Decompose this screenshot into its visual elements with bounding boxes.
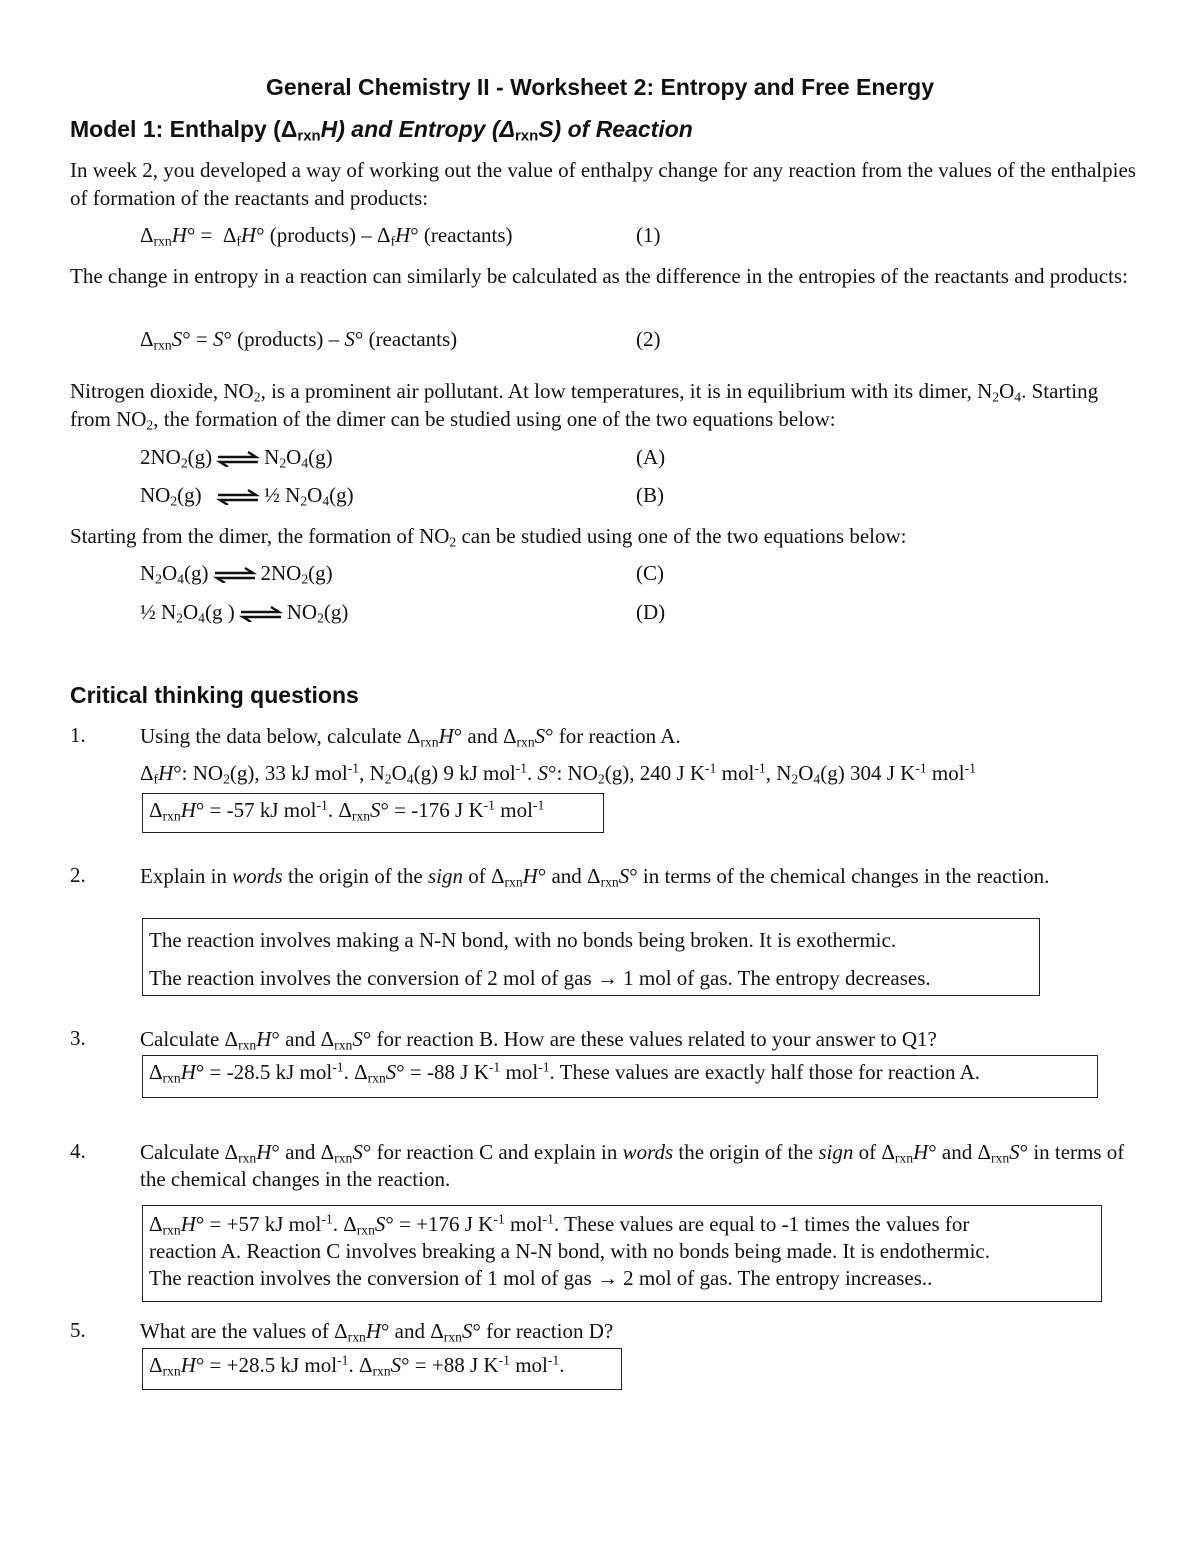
right-arrow-icon: → [596,1266,618,1290]
reaction-c-label: (C) [636,561,664,585]
answer-box-4 [142,1205,1102,1302]
answer-2-line-2: The reaction involves the conversion of 2 mol of gas → 1 mol of gas. The entropy decreases. [149,966,931,990]
reaction-d: ½ $N_2O_4(g$ ) $NO_2(g)$ [140,600,349,626]
answer-box-2 [142,918,1040,996]
question-1-text: Using the data below, calculate $\Delta_{rxn}H^\circ$ and $\Delta_{rxn}S^\circ$ for reaction A. [140,724,681,750]
answer-4-line-2: reaction A. Reaction C involves breaking a N-N bond, with no bonds being made. It is endothermic. [149,1239,990,1263]
equilibrium-arrow-icon [216,489,260,505]
reaction-c: $N_2O_4(g)$ $2NO_2(g)$ [140,561,333,587]
intro-paragraph-4: Starting from the dimer, the formation of $NO_2$ can be studied using one of the two equations below: [70,524,907,550]
answer-box-1: $\Delta_{rxn}H^\circ = -57$ kJ mol$^{-1}$. $\Delta_{rxn}S^\circ = -176$ J $K^{-1}$ mol$^{-1}$ [142,793,604,833]
reaction-b: $NO_2(g)$ ½ $N_2O_4(g)$ [140,483,354,509]
question-2-text: Explain in words the origin of the sign of $\Delta_{rxn}H^\circ$ and $\Delta_{rxn}S^\circ$ in terms of the chemical changes in the reaction. [140,864,1050,890]
question-3-number: 3. [70,1026,86,1050]
reaction-b-label: (B) [636,483,664,507]
equation-2-number: (2) [636,327,661,351]
question-1-number: 1. [70,723,86,747]
answer-4-line-3: The reaction involves the conversion of 1 mol of gas → 2 mol of gas. The entropy increases.. [149,1266,933,1290]
critical-thinking-heading: Critical thinking questions [70,682,359,708]
question-1-data: $\Delta_fH^\circ$: $NO_2(g)$, 33 kJ mol$^{-1}$, $N_2O_4(g)$ 9 kJ mol$^{-1}$. S°: $NO_2(g)$, 240 J $K^{-1}$ mol$^{-1}$, $N_2O_4(g)$ 304 J $K^{-1}$ mol$^{-1}$ [140,760,976,787]
equilibrium-arrow-icon [239,606,283,622]
right-arrow-icon: → [596,966,618,990]
question-3-text: Calculate $\Delta_{rxn}H^\circ$ and $\Delta_{rxn}S^\circ$ for reaction B. How are these values related to your answer to Q1? [140,1027,937,1053]
question-4-number: 4. [70,1139,86,1163]
question-4-text: Calculate $\Delta_{rxn}H^\circ$ and $\Delta_{rxn}S^\circ$ for reaction C and explain in words the origin of the sign of $\Delta_{rxn}H^\circ$ and $\Delta_{rxn}S^\circ$ in terms of the chemical changes in the reaction. [140,1140,1125,1191]
answer-2-line-1: The reaction involves making a N-N bond, with no bonds being broken. It is exothermic. [149,928,897,952]
answer-box-5: $\Delta_{rxn}H^\circ = +28.5$ kJ mol$^{-1}$. $\Delta_{rxn}S^\circ = +88$ J $K^{-1}$ mol$^{-1}$. [142,1348,622,1390]
intro-paragraph-2: The change in entropy in a reaction can similarly be calculated as the difference in the entropies of the reactants and products: [70,264,1128,288]
equilibrium-arrow-icon [216,451,260,467]
reaction-a-label: (A) [636,445,666,469]
equilibrium-arrow-icon [213,567,257,583]
equation-2: $\Delta_{rxn}S^\circ = S^\circ$ (products) – S° (reactants) [140,327,458,353]
intro-paragraph-1: In week 2, you developed a way of working out the value of enthalpy change for any reaction from the values of the enthalpies of formation of the reactants and products: [70,158,1136,210]
equation-1-number: (1) [636,223,661,247]
intro-paragraph-3: Nitrogen dioxide, $NO_2$, is a prominent air pollutant. At low temperatures, it is in equilibrium with its dimer, $N_2O_4$. Starting from $NO_2$, the formation of the dimer can be studied using one of the two equations below: [70,379,1099,433]
reaction-a: $2NO_2(g)$ $N_2O_4(g)$ [140,445,333,471]
question-5-number: 5. [70,1318,86,1342]
question-2-number: 2. [70,863,86,887]
reaction-d-label: (D) [636,600,666,624]
answer-4-line-1: $\Delta_{rxn}H^\circ = +57$ kJ mol$^{-1}$. $\Delta_{rxn}S^\circ = +176$ J $K^{-1}$ mol$^{-1}$. These values are equal to -1 times the values for [149,1211,970,1238]
model-heading: Model 1: Enthalpy $(\Delta_{rxn}H)$ and Entropy $(\Delta_{rxn}S)$ of Reaction [70,116,693,145]
equation-1: $\Delta_{rxn}H^\circ = \Delta_fH^\circ$ (products) – $\Delta_fH^\circ$ (reactants) [140,223,513,249]
page-title: General Chemistry II - Worksheet 2: Entropy and Free Energy [265,74,935,100]
question-5-text: What are the values of $\Delta_{rxn}H^\circ$ and $\Delta_{rxn}S^\circ$ for reaction D? [140,1319,614,1345]
answer-box-3: $\Delta_{rxn}H^\circ = -28.5$ kJ mol$^{-1}$. $\Delta_{rxn}S^\circ = -88$ J $K^{-1}$ mol$^{-1}$. These values are exactly half those for reaction A. [142,1055,1098,1098]
